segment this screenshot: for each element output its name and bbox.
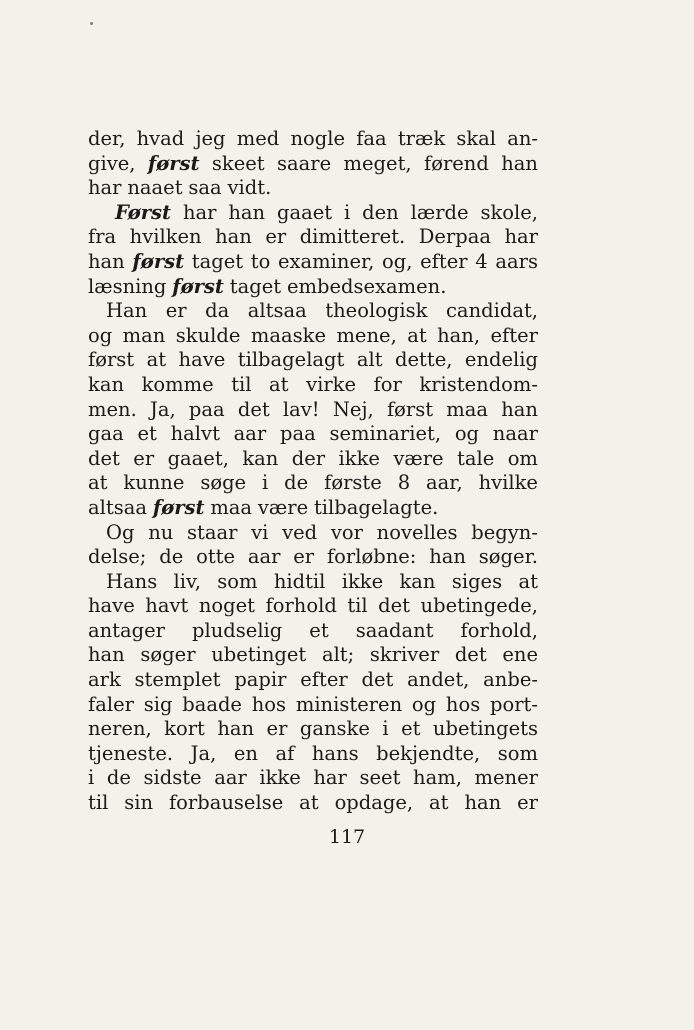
word: han [501,151,538,175]
text-line [88,742,538,767]
word: da [205,299,230,323]
page-number: 117 [328,826,366,848]
word: lav! [282,397,320,421]
word: søge [200,471,247,495]
word: Og [106,520,135,544]
word: port- [490,692,538,716]
word: ganske [299,717,370,741]
word: om [507,446,538,470]
word: et [401,717,421,741]
word: skeet [211,151,265,175]
word: og [88,323,113,347]
word: søger [140,643,196,667]
emphasized-word: først [152,495,205,519]
word: 4 [475,249,488,273]
word: baade [182,692,242,716]
word: Nej, [332,397,374,421]
text-line [88,275,538,300]
text-line [88,447,538,472]
word: skole, [480,200,538,224]
word: det [88,446,120,470]
word: tilbagelagt [237,348,345,372]
word: han [501,397,538,421]
word: alt [356,348,383,372]
word: at [518,569,538,593]
word: til [347,594,368,618]
word: han [429,545,466,569]
word: Ja, [150,397,176,421]
word: ene [502,643,538,667]
word: dimitteret. [299,225,406,249]
word: taget [191,249,244,273]
paper-speck [90,22,93,25]
word: man [122,323,166,347]
word: andet, [407,668,470,692]
word: kort [164,717,205,741]
word: altsaa [88,495,147,519]
word: gaaet [276,200,333,224]
text-line [88,201,538,226]
word: af [275,741,295,765]
word: ikke [338,446,380,470]
text-line [88,570,538,595]
word: aar, [426,471,463,495]
word: være [257,495,309,519]
word: maa [210,495,253,519]
word: et [137,422,157,446]
word: at [407,323,427,347]
word: med [236,127,280,150]
emphasized-word: først [147,151,200,175]
word: han [464,791,502,815]
word: liv, [173,569,201,593]
text-line [88,422,538,447]
word: to [250,249,271,273]
word: og [454,422,480,446]
word: skulde [175,323,241,347]
word: der, [88,127,126,150]
word: taget [229,274,282,298]
text-line [88,521,538,546]
word: at [299,791,319,815]
word: dette, [395,348,453,372]
word: efter [420,249,468,273]
word: i [88,766,95,790]
word: han, [437,323,481,347]
word: vi [251,520,269,544]
word: jeg [195,127,226,150]
word: er [165,299,187,323]
word: til [88,791,109,815]
word: er [266,717,288,741]
word: halvt [170,422,220,446]
word: staar [187,520,238,544]
word: Hans [106,569,158,593]
word: ubetinget [211,643,307,667]
word: søger. [478,545,538,569]
word: kunne [123,471,185,495]
text-line [88,373,538,398]
word: er [517,791,538,815]
word: er [133,446,155,470]
word: for [373,372,402,396]
text-line [88,127,538,152]
word: han [215,225,252,249]
word: han [228,200,266,224]
word: træk [397,127,446,150]
word: anbe- [483,668,538,692]
word: otte [196,545,236,569]
emphasized-word: først [132,249,185,273]
text-line [88,471,538,496]
word: altsaa [247,299,307,323]
word: kan [242,446,279,470]
word: være [393,446,444,470]
word: hos [251,692,287,716]
emphasized-word: først [172,274,224,298]
word: ikke [259,766,301,790]
text-line [88,594,538,619]
word: efter [490,323,538,347]
text-line [88,225,538,250]
word: der [291,446,326,470]
word: han [88,249,125,273]
text-line [88,717,538,742]
word: faler [88,692,134,716]
word: papir [234,668,287,692]
text-line [88,324,538,349]
word: er [265,225,287,249]
word: ubetingede, [420,594,538,618]
word: hos [445,692,481,716]
emphasized-word: Først [115,200,172,224]
word: lærde [410,200,469,224]
word: novelles [376,520,458,544]
word: de [284,471,309,495]
text-line [88,791,538,816]
word: det [361,668,394,692]
word: ved [282,520,318,544]
word: stemplet [134,668,221,692]
word: de [106,766,131,790]
word: at [269,372,289,396]
word: mene, [336,323,397,347]
word: nu [148,520,174,544]
word: det [237,397,270,421]
word: i [262,471,269,495]
word: begyn- [471,520,538,544]
word: tale [457,446,495,470]
word: delse; [88,545,147,569]
word: først [386,397,434,421]
word: opdage, [334,791,414,815]
word: først [88,348,135,372]
word: examiner, [278,249,375,273]
word: gaa [88,422,124,446]
word: virke [306,372,356,396]
word: saadant [355,618,434,642]
word: 8 [397,471,411,495]
word: seet [359,766,401,790]
word: mener [474,766,538,790]
word: faa [356,127,387,150]
word: i [382,717,389,741]
word: en [233,741,258,765]
text-line [88,176,538,201]
text-line [88,348,538,373]
word: til [231,372,252,396]
word: aar [247,545,281,569]
text-line [88,496,538,521]
word: antager [88,618,165,642]
word: aars [495,249,538,273]
word: ubetingets [432,717,538,741]
word: forhold [265,594,337,618]
word: paa [279,422,316,446]
word: candidat, [446,299,538,323]
word: han [217,717,255,741]
word: kan [88,372,125,396]
word: give, [88,151,136,175]
word: Ja, [190,741,217,765]
word: ark [88,668,121,692]
word: efter [300,668,348,692]
word: havt [145,594,189,618]
word: har [182,200,217,224]
word: som [497,741,538,765]
word: saa [188,176,222,200]
text-line [88,398,538,423]
word: første [324,471,382,495]
word: have [178,348,226,372]
word: det [454,643,487,667]
word: maa [446,397,489,421]
word: sin [124,791,154,815]
word: at [146,348,167,372]
word: det [378,594,411,618]
word: de [159,545,184,569]
word: naaet [127,176,183,200]
word: i [344,200,351,224]
word: tilbagelagte. [313,495,439,519]
word: seminariet, [329,422,442,446]
text-line [88,299,538,324]
word: theologisk [325,299,428,323]
word: gaaet, [167,446,229,470]
word: skal [456,127,497,150]
word: forbauselse [168,791,284,815]
word: kan [399,569,436,593]
word: ham, [413,766,462,790]
word: og [411,692,437,716]
word: neren, [88,717,152,741]
word: hvilken [129,225,202,249]
text-line [88,619,538,644]
word: læsning [88,274,167,298]
word: komme [141,372,214,396]
word: pludselig [192,618,283,642]
word: tjeneste. [88,741,174,765]
word: vidt. [227,176,272,200]
word: alt; [321,643,355,667]
word: Derpaa [418,225,491,249]
word: hans [311,741,359,765]
word: an- [507,127,538,150]
text-line [88,545,538,570]
word: noget [198,594,255,618]
word: at [88,471,108,495]
word: han [88,643,125,667]
word: Han [106,299,148,323]
text-line [88,693,538,718]
word: skriver [369,643,440,667]
word: siges [451,569,503,593]
word: fra [88,225,117,249]
body-text [88,127,538,816]
text-line [88,643,538,668]
word: vor [330,520,363,544]
word: aar [233,422,267,446]
word: paa [188,397,225,421]
word: embedsexamen. [286,274,447,298]
word: meget, [343,151,412,175]
text-line [88,766,538,791]
word: er [293,545,315,569]
word: forløbne: [326,545,417,569]
word: hidtil [273,569,326,593]
word: ikke [341,569,384,593]
word: endelig [464,348,538,372]
text-line [88,668,538,693]
word: saare [277,151,332,175]
text-line [88,152,538,177]
word: forhold, [460,618,538,642]
word: men. [88,397,137,421]
word: naar [492,422,538,446]
word: har [313,766,347,790]
word: har [504,225,538,249]
word: sig [143,692,173,716]
word: sidste [143,766,202,790]
word: have [88,594,135,618]
word: bekjendte, [376,741,481,765]
word: førend [423,151,489,175]
word: maaske [250,323,326,347]
word: hvad [136,127,185,150]
word: og, [382,249,413,273]
word: den [362,200,399,224]
word: som [217,569,258,593]
text-line [88,250,538,275]
word: nogle [290,127,345,150]
word: ministeren [295,692,403,716]
word: et [309,618,329,642]
word: hvilke [478,471,538,495]
word: at [429,791,449,815]
word: aar [214,766,247,790]
word: kristendom- [419,372,538,396]
word: har [88,176,122,200]
